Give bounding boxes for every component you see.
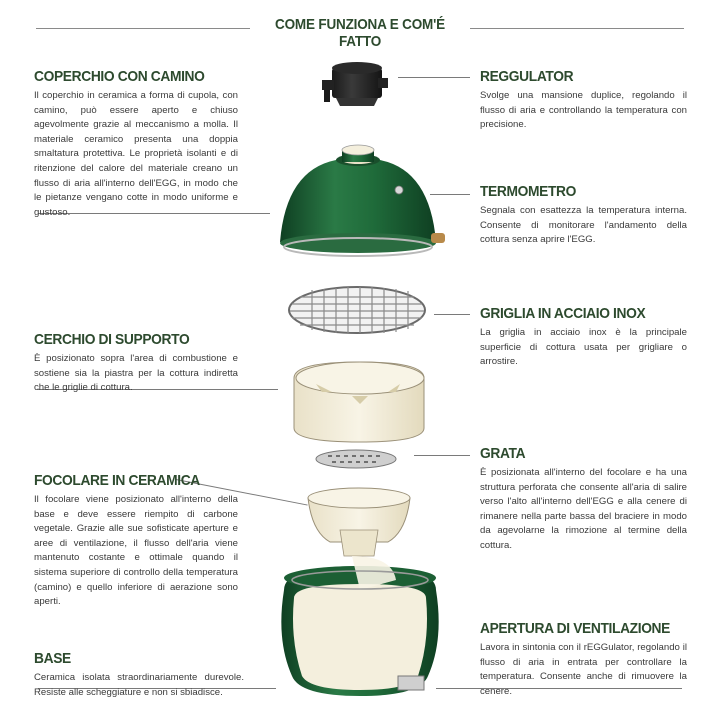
section-coperchio [34,68,238,220]
section-heading: TERMOMETRO [480,183,576,200]
section-heading: CERCHIO DI SUPPORTO [34,331,190,348]
section-heading: FOCOLARE IN CERAMICA [34,472,200,489]
egg-base [281,556,438,696]
leader-regulator [398,77,470,78]
section-termometro [480,183,687,248]
section-body: Ceramica isolata straordinariamente durevole. Resiste alle scheggiature e non si sbiadisce. [34,672,244,698]
page-title: COME FUNZIONA E COM'É FATTO [275,16,445,50]
section-heading: APERTURA DI VENTILAZIONE [480,620,671,637]
section-heading: GRATA [480,445,526,462]
fire-grate [316,450,396,468]
section-body: Il coperchio in ceramica a forma di cupola, con camino, può essere aperto e chiuso agevolmente grazie al meccanismo a molla. Il materiale ceramico presenta una doppia smaltatura protettiva. Le proprietà isolanti e di ritenzione del calore del materiale creano un flusso di aria all'interno dell'EGG, in modo che le pietanze vengano cotte in modo uniforme e gustoso. [34,90,238,218]
section-apertura [480,620,687,699]
dome-lid [280,145,445,256]
section-base [34,650,244,700]
section-cerchio [34,331,238,396]
section-focolare [34,472,238,610]
section-body: È posizionato sopra l'area di combustione e sostiene sia la piastra per la cottura indiretta che le griglie di cottura. [34,353,238,394]
section-griglia [480,305,687,370]
section-body: La griglia in acciaio inox è la principale superficie di cottura usata per grigliare o arrostire. [480,327,687,368]
leader-termometro [430,194,470,195]
section-body: È posizionata all'interno del focolare e ha una struttura perforata che consente all'aria di salire verso l'alto all'interno dell'EGG e alla cenere di rimanere nella parte bassa del braciere in modo da agevolarne la rimozione al termine della cottura. [480,467,687,551]
section-heading: REGGULATOR [480,68,574,85]
section-heading: COPERCHIO CON CAMINO [34,68,205,85]
stainless-grid [289,287,425,333]
regulator-cap [322,62,388,106]
leader-grata [414,455,470,456]
section-body: Segnala con esattezza la temperatura interna. Consente di monitorare l'andamento della cottura senza aprire l'EGG. [480,205,687,246]
section-heading: BASE [34,650,71,667]
section-grata [480,445,687,554]
leader-griglia [434,314,470,315]
ceramic-firebox [308,488,410,556]
section-heading: GRIGLIA IN ACCIAIO INOX [480,305,646,322]
support-ring [294,362,424,442]
section-body: Svolge una mansione duplice, regolando il flusso di aria e controllando la temperatura con precisione. [480,90,687,131]
section-body: Il focolare viene posizionato all'interno della base e deve essere riempito di carbone vegetale. Grazie alle sue sofisticate aperture e aree di ventilazione, il flusso dell'aria viene mantenuto costante e ottimale quando il sistema superiore di controllo della temperatura (camino) e quello inferiore di aerazione sono aperti. [34,494,238,608]
section-body: Lavora in sintonia con il rEGGulator, regolando il flusso di aria in entrata per controllare la temperatura. Consente anche di rimuovere la cenere. [480,642,687,697]
section-regulator [480,68,687,133]
